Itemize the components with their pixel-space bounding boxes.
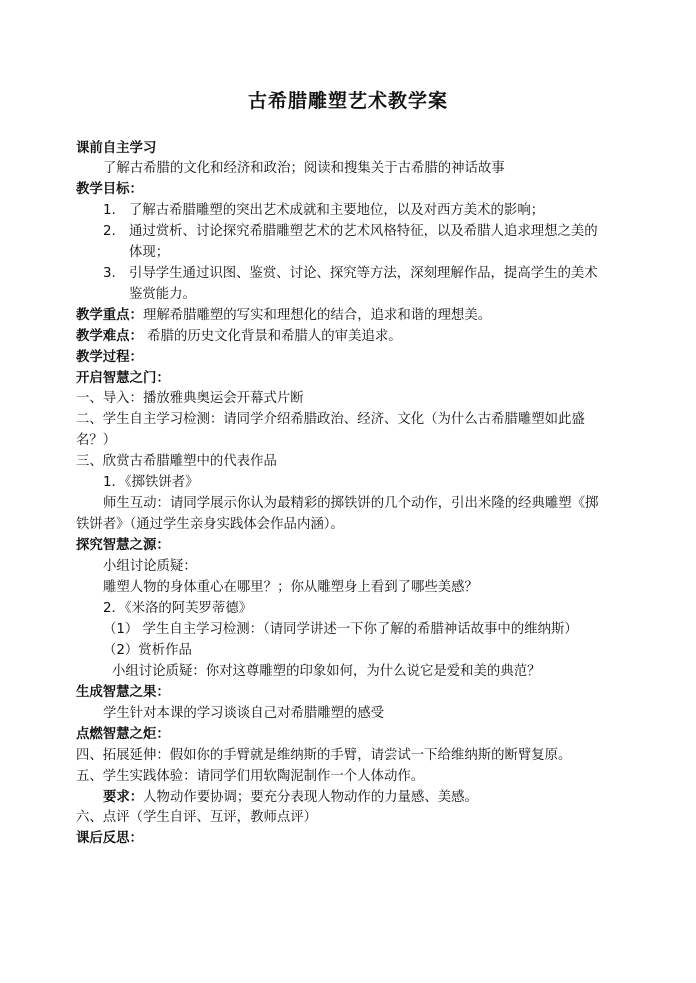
goal-text-continued: 鉴赏能力。 [129,287,196,302]
goal-item-2 [103,222,598,242]
intro-line: 一、导入：播放雅典奥运会开幕式片断 [76,391,304,406]
self-check-line-continued: 名？） [76,433,117,448]
wisdom-gate-heading: 开启智慧之门： [76,371,170,386]
difficulty-label: 教学难点： [76,329,143,344]
goal-item-1 [103,201,544,221]
practice-line: 五、学生实践体验：请同学们用软陶泥制作一个人体动作。 [76,769,425,784]
preview-heading: 课前自主学习 [76,141,157,156]
goal-text: 引导学生通过识图、鉴赏、讨论、探究等方法，深刻理解作品，提高学生的美术 [129,266,598,281]
goal-text: 了解古希腊雕塑的突出艺术成就和主要地位，以及对西方美术的影响； [129,203,545,218]
goal-text: 通过赏析、讨论探究希腊雕塑艺术的艺术风格特征，以及希腊人追求理想之美的 [129,224,598,239]
goal-text-continued: 体现； [129,245,170,260]
question-2: 小组讨论质疑：你对这尊雕塑的印象如何，为什么说它是爱和美的典范？ [112,664,541,679]
interaction-line-continued: 铁饼者》（通过学生亲身实践体会作品内涵）。 [76,517,344,532]
goal-item-3 [103,264,598,284]
reflection-heading: 课后反思： [76,831,143,846]
interaction-line: 师生互动：请同学展示你认为最精彩的掷铁饼的几个动作，引出米隆的经典雕塑《掷 [103,496,599,511]
goal-number: 1. [103,203,116,218]
key-point [76,306,491,326]
review-line: 六、点评（学生自评、互评，教师点评） [76,810,318,825]
torch-heading: 点燃智慧之炬： [76,727,170,742]
appreciation-line: 三、欣赏古希腊雕塑中的代表作品 [76,454,277,469]
goal-number: 3. [103,266,116,281]
preview-text: 了解古希腊的文化和经济和政治；阅读和搜集关于古希腊的神话故事 [103,161,505,176]
goals-heading: 教学目标： [76,182,143,197]
requirement [103,788,478,808]
difficulty-text: 希腊的历史文化背景和希腊人的审美追求。 [142,329,402,344]
key-point-text: 理解希腊雕塑的写实和理想化的结合，追求和谐的理想美。 [142,308,492,323]
difficulty [76,327,402,347]
fruit-heading: 生成智慧之果： [76,685,170,700]
discuss-label: 小组讨论质疑： [103,559,197,574]
self-check-line: 二、学生自主学习检测：请同学介绍希腊政治、经济、文化（为什么古希腊雕塑如此盛 [76,412,585,427]
explore-heading: 探究智慧之源： [76,538,170,553]
sub-item-2: （2）赏析作品 [103,643,192,658]
document-title: 古希腊雕塑艺术教学案 [247,90,448,112]
work-2-title: 2．《米洛的阿芙罗蒂德》 [103,601,253,616]
requirement-label: 要求： [103,790,144,805]
fruit-text: 学生针对本课的学习谈谈自己对希腊雕塑的感受 [103,706,385,721]
requirement-text: 人物动作要协调；要充分表现人物动作的力量感、美感。 [143,790,478,805]
sub-item-1: （1） 学生自主学习检测：（请同学讲述一下你了解的希腊神话故事中的维纳斯） [103,622,578,637]
question-1: 雕塑人物的身体重心在哪里？；你从雕塑身上看到了哪些美感？ [103,580,478,595]
goal-number: 2. [103,224,116,239]
work-1-title: 1．《掷铁饼者》 [103,475,199,490]
process-heading: 教学过程： [76,350,143,365]
key-point-label: 教学重点： [76,308,143,323]
extension-line: 四、拓展延伸：假如你的手臂就是维纳斯的手臂，请尝试一下给维纳斯的断臂复原。 [76,748,572,763]
